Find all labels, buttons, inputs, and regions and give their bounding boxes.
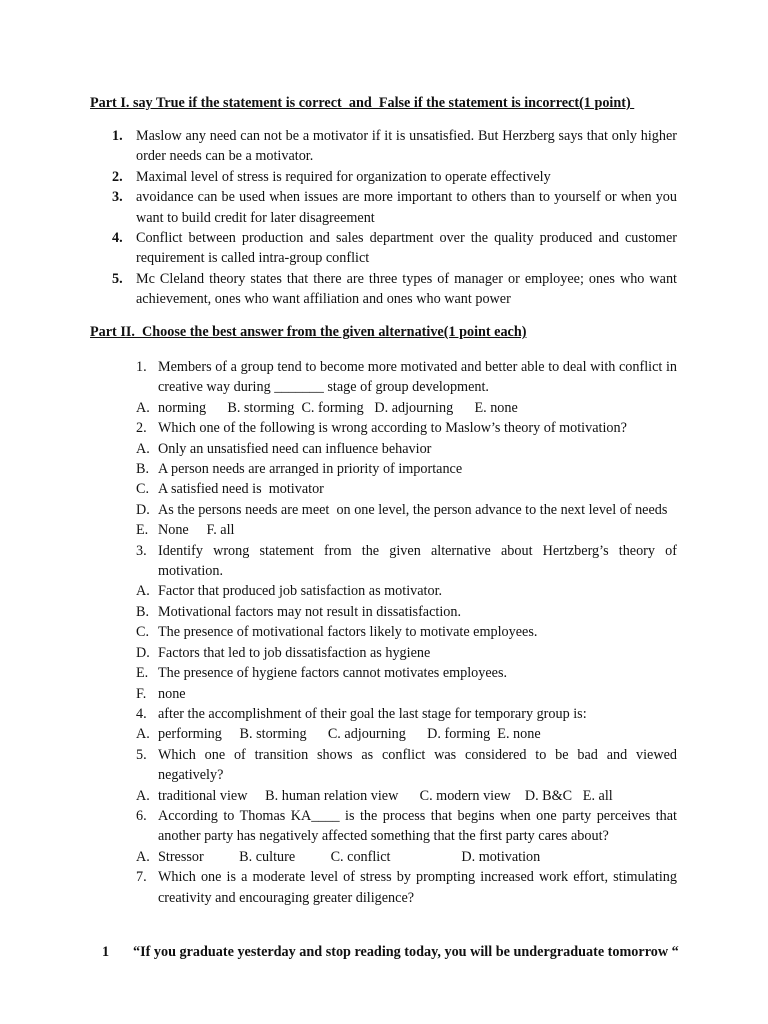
part2-list <box>0 357 768 908</box>
list-item <box>0 581 677 601</box>
item-marker: A. <box>136 787 150 804</box>
item-marker: A. <box>136 399 150 416</box>
item-text: The presence of hygiene factors cannot motivates employees. <box>158 665 508 682</box>
item-marker: C. <box>136 481 150 498</box>
list-item <box>0 847 677 867</box>
item-text: Motivational factors may not result in dissatisfaction. <box>158 603 462 620</box>
list-item <box>0 439 677 459</box>
item-text: A satisfied need is motivator <box>158 481 324 498</box>
item-number: 3. <box>112 189 123 206</box>
list-item <box>0 704 677 724</box>
list-item <box>0 269 681 310</box>
item-marker: A. <box>136 848 150 865</box>
item-text: norming B. storming C. forming D. adjourning E. none <box>158 399 518 416</box>
part2-heading: Part II. Choose the best answer from the given alternative(1 point each) <box>90 324 527 340</box>
item-marker: E. <box>136 665 149 682</box>
item-marker: 4. <box>136 705 147 722</box>
list-item <box>0 684 677 704</box>
item-text: Which one of the following is wrong according to Maslow’s theory of motivation? <box>158 420 627 437</box>
item-text: Which one of transition shows as conflict was considered to be bad and viewed negatively? <box>158 746 681 784</box>
item-text: Mc Cleland theory states that there are three types of manager or employee; ones who want achievement, ones who want affiliation and ones who want power <box>136 270 681 308</box>
item-marker: 3. <box>136 542 147 559</box>
list-item <box>0 724 677 744</box>
list-item <box>0 167 677 187</box>
item-marker: F. <box>136 685 147 702</box>
item-marker: 6. <box>136 807 147 824</box>
item-text: traditional view B. human relation view C. modern view D. B&C E. all <box>158 787 613 804</box>
list-item <box>0 520 677 540</box>
item-text: Identify wrong statement from the given alternative about Hertzberg’s theory of motivation. <box>158 542 681 580</box>
item-marker: B. <box>136 461 150 478</box>
item-text: According to Thomas KA____ is the process that begins when one party perceives that another party has negatively affected something that the first party cares about? <box>158 807 681 845</box>
item-text: As the persons needs are meet on one level, the person advance to the next level of needs <box>158 501 668 518</box>
list-item <box>0 479 677 499</box>
item-marker: 7. <box>136 869 147 886</box>
list-item <box>0 398 677 418</box>
item-text: Only an unsatisfied need can influence behavior <box>158 440 432 457</box>
item-text: Maximal level of stress is required for organization to operate effectively <box>136 168 551 185</box>
part1-heading: Part I. say True if the statement is correct and False if the statement is incorrect(1 point) <box>90 95 635 111</box>
item-marker: A. <box>136 726 150 743</box>
list-item <box>0 867 681 908</box>
list-item <box>0 602 677 622</box>
item-marker: B. <box>136 603 150 620</box>
item-text: Factors that led to job dissatisfaction as hygiene <box>158 644 431 661</box>
item-marker: D. <box>136 501 150 518</box>
footer-quote: “If you graduate yesterday and stop reading today, you will be undergraduate tomorrow “ <box>133 944 679 960</box>
item-text: Stressor B. culture C. conflict D. motivation <box>158 848 541 865</box>
item-marker: 2. <box>136 420 147 437</box>
list-item <box>0 541 681 582</box>
list-item <box>0 418 677 438</box>
page-number: 1 <box>102 944 110 960</box>
list-item <box>0 459 677 479</box>
list-item <box>0 622 677 642</box>
item-text: avoidance can be used when issues are more important to others than to yourself or when you want to build credit for later disagreement <box>136 189 681 226</box>
item-text: Factor that produced job satisfaction as motivator. <box>158 583 443 600</box>
item-number: 1. <box>112 128 123 144</box>
item-marker: A. <box>136 440 150 457</box>
list-item <box>0 663 677 683</box>
list-item <box>0 187 681 228</box>
list-item <box>0 786 677 806</box>
list-item <box>0 126 681 167</box>
item-text: The presence of motivational factors likely to motivate employees. <box>158 624 538 641</box>
item-marker: 1. <box>136 359 147 375</box>
item-number: 5. <box>112 270 123 287</box>
item-number: 2. <box>112 168 123 185</box>
item-text: Members of a group tend to become more motivated and better able to deal with conflict in creative way during _______ stage of group development. <box>158 359 681 396</box>
list-item <box>0 806 681 847</box>
item-text: Which one is a moderate level of stress by prompting increased work effort, stimulating creativity and encouraging greater diligence? <box>158 869 681 906</box>
item-marker: D. <box>136 644 150 661</box>
list-item <box>0 745 681 786</box>
item-text: None F. all <box>158 522 235 539</box>
item-text: performing B. storming C. adjourning D. forming E. none <box>158 726 541 743</box>
item-marker: 5. <box>136 746 147 763</box>
item-text: Conflict between production and sales department over the quality produced and customer requirement is called intra-group conflict <box>136 230 681 267</box>
item-text: Maslow any need can not be a motivator if it is unsatisfied. But Herzberg says that only higher order needs can be a motivator. <box>136 128 681 165</box>
item-text: none <box>158 685 186 702</box>
part1-list <box>0 126 768 310</box>
list-item <box>0 500 677 520</box>
list-item <box>0 643 677 663</box>
item-marker: E. <box>136 522 149 539</box>
item-text: after the accomplishment of their goal the last stage for temporary group is: <box>158 705 587 722</box>
list-item <box>0 357 681 398</box>
list-item <box>0 228 681 269</box>
item-number: 4. <box>112 230 123 247</box>
item-text: A person needs are arranged in priority of importance <box>158 461 463 478</box>
item-marker: A. <box>136 583 150 600</box>
item-marker: C. <box>136 624 150 641</box>
